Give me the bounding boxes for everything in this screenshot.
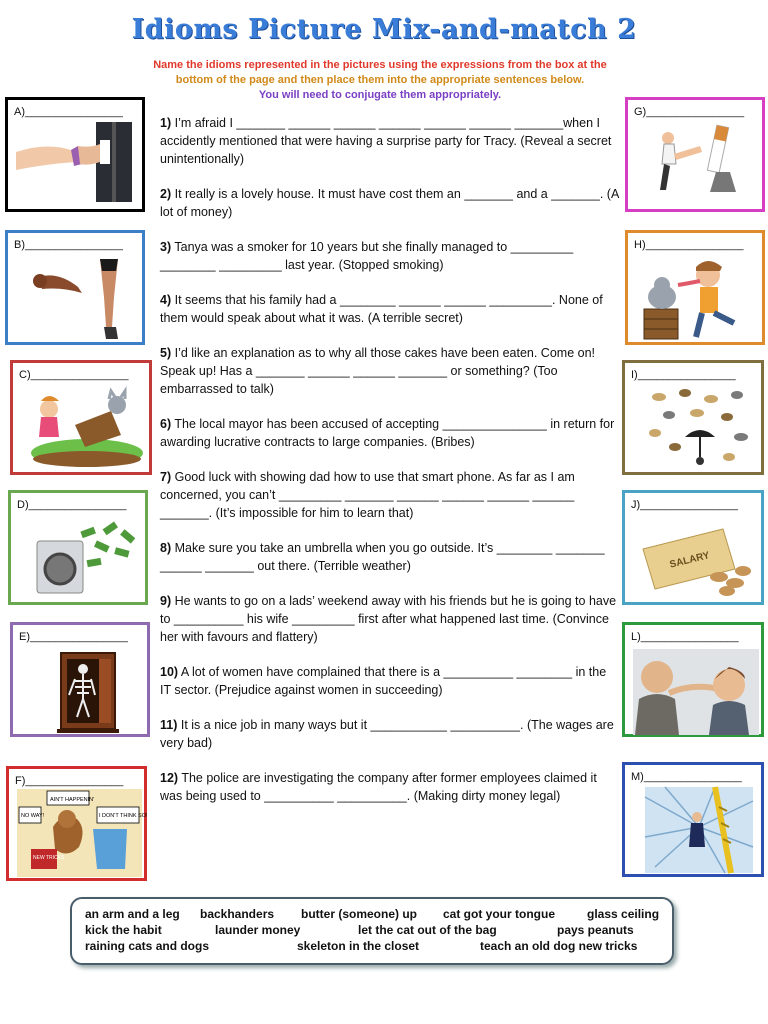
money-handover-icon bbox=[16, 122, 136, 202]
cat-out-of-bag-icon bbox=[25, 385, 145, 471]
question-number: 4) bbox=[160, 293, 172, 307]
picture-label-d: D)________________ bbox=[17, 499, 127, 511]
expression-item: pays peanuts bbox=[557, 923, 634, 937]
question-text: Tanya was a smoker for 10 years but she finally managed to _________ ________ _________ last year. (Stopped smoking) bbox=[160, 240, 574, 272]
page-title: Idioms Picture Mix-and-match 2 bbox=[131, 14, 637, 45]
question-3 bbox=[160, 238, 620, 274]
book-text: NEW TRICKS bbox=[33, 855, 65, 861]
expression-item: teach an old dog new tricks bbox=[480, 939, 638, 953]
question-number: 10) bbox=[160, 665, 179, 679]
question-text: I’m afraid I _______ ______ ______ ______ ______ ______ _______when I accidently mentioned that were having a surprise party for Tracy. (Reveal a secret unintentionally) bbox=[160, 116, 612, 166]
expression-item: raining cats and dogs bbox=[85, 939, 210, 953]
expression-item: cat got your tongue bbox=[443, 907, 555, 921]
picture-box-g bbox=[625, 97, 765, 212]
instructions bbox=[130, 58, 630, 103]
question-text: It seems that his family had a ________ ______ ______ _________. None of them would speak about what it was. (A terrible secret) bbox=[160, 293, 603, 325]
question-1 bbox=[160, 114, 620, 168]
picture-box-i bbox=[622, 360, 764, 475]
question-text: It really is a lovely house. It must have cost them an _______ and a _______. (A lot of money) bbox=[160, 187, 619, 219]
question-9 bbox=[160, 592, 620, 646]
speech-bubble-1: AIN'T HAPPENIN' bbox=[50, 797, 95, 803]
picture-label-h: H)________________ bbox=[634, 239, 744, 251]
glass-ceiling-icon bbox=[645, 787, 753, 873]
cats-dogs-rain-icon bbox=[645, 387, 755, 473]
question-5 bbox=[160, 344, 620, 398]
question-text: The local mayor has been accused of accepting _______________ in return for awarding lucrative contracts to large companies. (Bribes) bbox=[160, 417, 615, 449]
question-number: 11) bbox=[160, 718, 178, 732]
speech-bubble-2: NO WAY! bbox=[21, 813, 45, 819]
instructions-line-2: bottom of the page and then place them into the appropriate sentences below. bbox=[175, 74, 585, 86]
expression-item: launder money bbox=[215, 923, 301, 937]
picture-box-b bbox=[5, 230, 145, 345]
question-text: Make sure you take an umbrella when you go outside. It’s ________ _______ ______ _______ out there. (Terrible weather) bbox=[160, 541, 605, 573]
picture-box-l bbox=[622, 622, 764, 737]
question-text: The police are investigating the company after former employees claimed it was being used to __________ __________. (Making dirty money legal) bbox=[160, 771, 597, 803]
picture-box-j bbox=[622, 490, 764, 605]
picture-label-f: F)________________ bbox=[15, 775, 124, 787]
question-8 bbox=[160, 539, 620, 575]
picture-label-a: A)________________ bbox=[14, 106, 123, 118]
picture-label-c: C)________________ bbox=[19, 369, 129, 381]
expression-item: kick the habit bbox=[85, 923, 162, 937]
picture-box-m bbox=[622, 762, 764, 877]
question-number: 7) bbox=[160, 470, 172, 484]
kick-cigarette-icon bbox=[646, 124, 756, 204]
question-text: A lot of women have complained that there is a __________ ________ in the IT sector. (Prejudice against women in succeeding) bbox=[160, 665, 607, 697]
picture-box-f bbox=[6, 766, 147, 881]
expression-item: glass ceiling bbox=[587, 907, 660, 921]
picture-label-i: I)________________ bbox=[631, 369, 736, 381]
picture-label-l: L)________________ bbox=[631, 631, 739, 643]
expression-item: backhanders bbox=[200, 907, 275, 921]
expression-item: let the cat out of the bag bbox=[358, 923, 497, 937]
question-11 bbox=[160, 716, 620, 752]
butter-up-icon bbox=[633, 649, 759, 735]
question-number: 9) bbox=[160, 594, 172, 608]
cat-tongue-icon bbox=[638, 257, 758, 343]
question-text: Good luck with showing dad how to use that smart phone. As far as I am concerned, you can’t _________ _______ ______ ______ ______ ______ _______. (It’s impossible for him to learn that) bbox=[160, 470, 575, 520]
question-number: 5) bbox=[160, 346, 172, 360]
old-dog-tricks-icon bbox=[17, 789, 148, 877]
skeleton-closet-icon bbox=[53, 649, 123, 735]
picture-label-m: M)________________ bbox=[631, 771, 742, 783]
salary-text: SALARY bbox=[668, 550, 711, 571]
question-number: 2) bbox=[160, 187, 172, 201]
picture-box-h bbox=[625, 230, 765, 345]
instructions-line-1: Name the idioms represented in the pictures using the expressions from the box at the bbox=[153, 59, 607, 71]
picture-box-a bbox=[5, 97, 145, 212]
question-number: 6) bbox=[160, 417, 172, 431]
arm-and-leg-icon bbox=[28, 257, 138, 342]
instructions-line-3: You will need to conjugate them appropriately. bbox=[258, 89, 502, 101]
question-10 bbox=[160, 663, 620, 699]
question-number: 8) bbox=[160, 541, 172, 555]
picture-label-j: J)________________ bbox=[631, 499, 739, 511]
picture-box-c bbox=[10, 360, 152, 475]
question-number: 3) bbox=[160, 240, 172, 254]
picture-label-g: G)________________ bbox=[634, 106, 745, 118]
question-number: 1) bbox=[160, 116, 172, 130]
salary-peanuts-icon bbox=[639, 519, 759, 603]
speech-bubble-3: I DON'T THINK SO! bbox=[99, 813, 148, 819]
expressions-box bbox=[70, 897, 674, 965]
question-text: It is a nice job in many ways but it ___________ __________. (The wages are very bad) bbox=[160, 718, 614, 750]
money-laundering-icon bbox=[31, 519, 141, 599]
picture-box-e bbox=[10, 622, 150, 737]
questions-list bbox=[160, 114, 620, 822]
expression-item: an arm and a leg bbox=[85, 907, 180, 921]
expression-item: skeleton in the closet bbox=[297, 939, 420, 953]
question-number: 12) bbox=[160, 771, 179, 785]
question-text: He wants to go on a lads’ weekend away with his friends but he is going to have to __________ his wife _________ first after what happened last time. (Convince her with favours and flattery) bbox=[160, 594, 617, 644]
question-2 bbox=[160, 185, 620, 221]
picture-box-d bbox=[8, 490, 148, 605]
question-12 bbox=[160, 769, 620, 805]
question-6 bbox=[160, 415, 620, 451]
picture-label-b: B)________________ bbox=[14, 239, 123, 251]
picture-label-e: E)________________ bbox=[19, 631, 128, 643]
question-7 bbox=[160, 468, 620, 522]
question-4 bbox=[160, 291, 620, 327]
expression-item: butter (someone) up bbox=[301, 907, 417, 921]
question-text: I’d like an explanation as to why all those cakes have been eaten. Come on! Speak up! Has a _______ ______ ______ _______ or something? (Too embarrassed to talk) bbox=[160, 346, 596, 396]
